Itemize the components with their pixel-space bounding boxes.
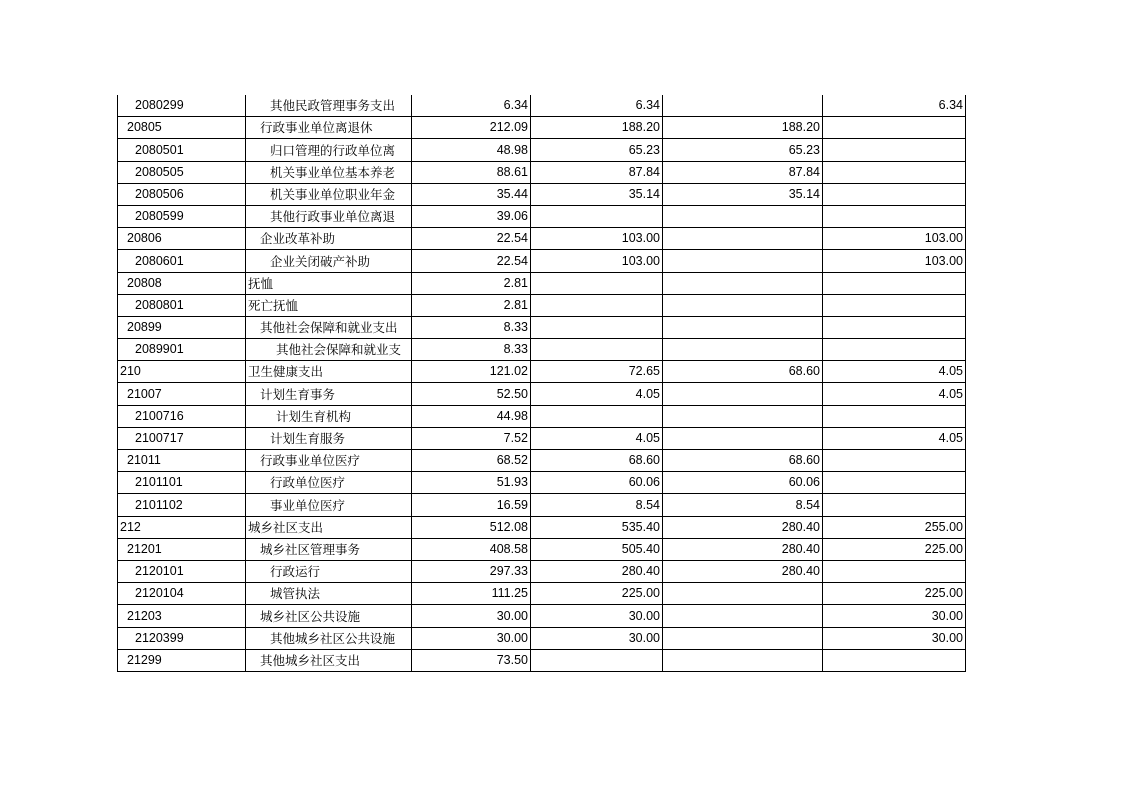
value-col-1: 39.06	[412, 205, 531, 227]
value-col-4: 225.00	[823, 583, 966, 605]
value-col-2: 30.00	[531, 627, 663, 649]
table-row	[118, 538, 966, 560]
table-row	[118, 294, 966, 316]
value-col-2: 68.60	[531, 450, 663, 472]
value-col-2: 225.00	[531, 583, 663, 605]
value-col-1: 22.54	[412, 250, 531, 272]
value-col-2: 6.34	[531, 95, 663, 117]
value-col-1: 2.81	[412, 294, 531, 316]
item-code: 20808	[118, 272, 246, 294]
value-col-1: 51.93	[412, 472, 531, 494]
value-col-2	[531, 272, 663, 294]
item-name: 卫生健康支出	[246, 361, 412, 383]
value-col-4	[823, 316, 966, 338]
item-code: 210	[118, 361, 246, 383]
value-col-4: 6.34	[823, 95, 966, 117]
item-name: 机关事业单位职业年金	[246, 183, 412, 205]
value-col-1: 22.54	[412, 228, 531, 250]
budget-table	[117, 95, 966, 672]
value-col-3	[663, 339, 823, 361]
value-col-3	[663, 205, 823, 227]
value-col-1: 8.33	[412, 339, 531, 361]
value-col-3	[663, 627, 823, 649]
value-col-1: 121.02	[412, 361, 531, 383]
item-code: 21011	[118, 450, 246, 472]
item-code: 20899	[118, 316, 246, 338]
item-name: 行政单位医疗	[246, 472, 412, 494]
item-code: 2080599	[118, 205, 246, 227]
value-col-4: 30.00	[823, 605, 966, 627]
value-col-2	[531, 649, 663, 671]
item-name: 归口管理的行政单位离	[246, 139, 412, 161]
table-row	[118, 383, 966, 405]
value-col-3: 8.54	[663, 494, 823, 516]
table-row	[118, 161, 966, 183]
item-code: 2100717	[118, 427, 246, 449]
value-col-4: 103.00	[823, 228, 966, 250]
value-col-2: 60.06	[531, 472, 663, 494]
value-col-2: 535.40	[531, 516, 663, 538]
table-row	[118, 95, 966, 117]
value-col-1: 297.33	[412, 560, 531, 582]
value-col-4: 4.05	[823, 427, 966, 449]
value-col-1: 212.09	[412, 117, 531, 139]
value-col-3: 188.20	[663, 117, 823, 139]
item-code: 2080505	[118, 161, 246, 183]
value-col-2: 87.84	[531, 161, 663, 183]
value-col-2: 4.05	[531, 383, 663, 405]
item-code: 21203	[118, 605, 246, 627]
value-col-2: 65.23	[531, 139, 663, 161]
value-col-3: 280.40	[663, 516, 823, 538]
table-row	[118, 272, 966, 294]
value-col-3: 68.60	[663, 450, 823, 472]
item-code: 2120399	[118, 627, 246, 649]
value-col-3: 280.40	[663, 560, 823, 582]
item-name: 机关事业单位基本养老	[246, 161, 412, 183]
item-code: 2101102	[118, 494, 246, 516]
value-col-3	[663, 294, 823, 316]
value-col-4	[823, 183, 966, 205]
item-name: 城乡社区管理事务	[246, 538, 412, 560]
value-col-1: 35.44	[412, 183, 531, 205]
value-col-1: 16.59	[412, 494, 531, 516]
budget-sheet	[117, 95, 965, 672]
table-row	[118, 183, 966, 205]
item-name: 计划生育事务	[246, 383, 412, 405]
value-col-1: 512.08	[412, 516, 531, 538]
value-col-4: 255.00	[823, 516, 966, 538]
value-col-3: 68.60	[663, 361, 823, 383]
item-name: 城乡社区支出	[246, 516, 412, 538]
value-col-4	[823, 560, 966, 582]
item-code: 2080299	[118, 95, 246, 117]
value-col-2: 188.20	[531, 117, 663, 139]
table-row	[118, 405, 966, 427]
value-col-4	[823, 139, 966, 161]
value-col-1: 52.50	[412, 383, 531, 405]
item-name: 企业改革补助	[246, 228, 412, 250]
value-col-4	[823, 450, 966, 472]
value-col-2: 8.54	[531, 494, 663, 516]
value-col-1: 48.98	[412, 139, 531, 161]
value-col-2: 4.05	[531, 427, 663, 449]
value-col-4	[823, 494, 966, 516]
value-col-4: 30.00	[823, 627, 966, 649]
table-row	[118, 339, 966, 361]
table-row	[118, 117, 966, 139]
table-row	[118, 228, 966, 250]
table-row	[118, 250, 966, 272]
table-row	[118, 649, 966, 671]
item-name: 行政事业单位离退休	[246, 117, 412, 139]
value-col-1: 2.81	[412, 272, 531, 294]
item-code: 2100716	[118, 405, 246, 427]
table-row	[118, 605, 966, 627]
table-row	[118, 361, 966, 383]
budget-table-body	[118, 95, 966, 671]
table-row	[118, 316, 966, 338]
value-col-1: 30.00	[412, 605, 531, 627]
value-col-1: 30.00	[412, 627, 531, 649]
item-name: 事业单位医疗	[246, 494, 412, 516]
value-col-2: 30.00	[531, 605, 663, 627]
value-col-4	[823, 339, 966, 361]
item-name: 行政事业单位医疗	[246, 450, 412, 472]
value-col-3: 87.84	[663, 161, 823, 183]
item-name: 企业关闭破产补助	[246, 250, 412, 272]
value-col-2	[531, 405, 663, 427]
value-col-3: 60.06	[663, 472, 823, 494]
value-col-3	[663, 649, 823, 671]
item-code: 21201	[118, 538, 246, 560]
value-col-3	[663, 250, 823, 272]
item-name: 其他行政事业单位离退	[246, 205, 412, 227]
value-col-4	[823, 117, 966, 139]
item-code: 20805	[118, 117, 246, 139]
item-code: 2101101	[118, 472, 246, 494]
value-col-2	[531, 339, 663, 361]
value-col-3	[663, 316, 823, 338]
table-row	[118, 560, 966, 582]
item-code: 20806	[118, 228, 246, 250]
table-row	[118, 472, 966, 494]
value-col-3	[663, 228, 823, 250]
value-col-2: 280.40	[531, 560, 663, 582]
item-code: 2089901	[118, 339, 246, 361]
table-row	[118, 583, 966, 605]
table-row	[118, 494, 966, 516]
value-col-1: 7.52	[412, 427, 531, 449]
value-col-4	[823, 649, 966, 671]
value-col-4	[823, 161, 966, 183]
item-code: 2120101	[118, 560, 246, 582]
value-col-4	[823, 472, 966, 494]
value-col-3	[663, 272, 823, 294]
value-col-1: 111.25	[412, 583, 531, 605]
value-col-1: 6.34	[412, 95, 531, 117]
value-col-1: 68.52	[412, 450, 531, 472]
value-col-3: 35.14	[663, 183, 823, 205]
value-col-2	[531, 316, 663, 338]
item-code: 2080501	[118, 139, 246, 161]
value-col-3	[663, 405, 823, 427]
table-row	[118, 427, 966, 449]
value-col-1: 73.50	[412, 649, 531, 671]
item-name: 其他社会保障和就业支出	[246, 316, 412, 338]
item-code: 2120104	[118, 583, 246, 605]
value-col-4	[823, 205, 966, 227]
item-name: 其他城乡社区公共设施	[246, 627, 412, 649]
value-col-3: 65.23	[663, 139, 823, 161]
item-name: 抚恤	[246, 272, 412, 294]
item-name: 行政运行	[246, 560, 412, 582]
value-col-1: 408.58	[412, 538, 531, 560]
item-name: 城管执法	[246, 583, 412, 605]
table-row	[118, 205, 966, 227]
table-row	[118, 627, 966, 649]
value-col-2	[531, 294, 663, 316]
item-name: 其他社会保障和就业支	[246, 339, 412, 361]
table-row	[118, 139, 966, 161]
item-name: 城乡社区公共设施	[246, 605, 412, 627]
value-col-2: 35.14	[531, 183, 663, 205]
value-col-2: 103.00	[531, 250, 663, 272]
value-col-3	[663, 427, 823, 449]
value-col-2	[531, 205, 663, 227]
item-code: 2080506	[118, 183, 246, 205]
value-col-3	[663, 605, 823, 627]
value-col-1: 8.33	[412, 316, 531, 338]
item-code: 2080601	[118, 250, 246, 272]
value-col-4	[823, 405, 966, 427]
item-name: 死亡抚恤	[246, 294, 412, 316]
value-col-4	[823, 272, 966, 294]
value-col-4: 4.05	[823, 383, 966, 405]
item-code: 21007	[118, 383, 246, 405]
value-col-2: 103.00	[531, 228, 663, 250]
table-row	[118, 450, 966, 472]
value-col-3: 280.40	[663, 538, 823, 560]
value-col-4	[823, 294, 966, 316]
item-code: 21299	[118, 649, 246, 671]
item-name: 计划生育服务	[246, 427, 412, 449]
value-col-1: 44.98	[412, 405, 531, 427]
value-col-1: 88.61	[412, 161, 531, 183]
item-name: 计划生育机构	[246, 405, 412, 427]
item-code: 212	[118, 516, 246, 538]
value-col-4: 103.00	[823, 250, 966, 272]
value-col-3	[663, 95, 823, 117]
item-name: 其他民政管理事务支出	[246, 95, 412, 117]
value-col-2: 505.40	[531, 538, 663, 560]
value-col-2: 72.65	[531, 361, 663, 383]
table-row	[118, 516, 966, 538]
value-col-3	[663, 583, 823, 605]
item-code: 2080801	[118, 294, 246, 316]
value-col-3	[663, 383, 823, 405]
value-col-4: 225.00	[823, 538, 966, 560]
item-name: 其他城乡社区支出	[246, 649, 412, 671]
value-col-4: 4.05	[823, 361, 966, 383]
